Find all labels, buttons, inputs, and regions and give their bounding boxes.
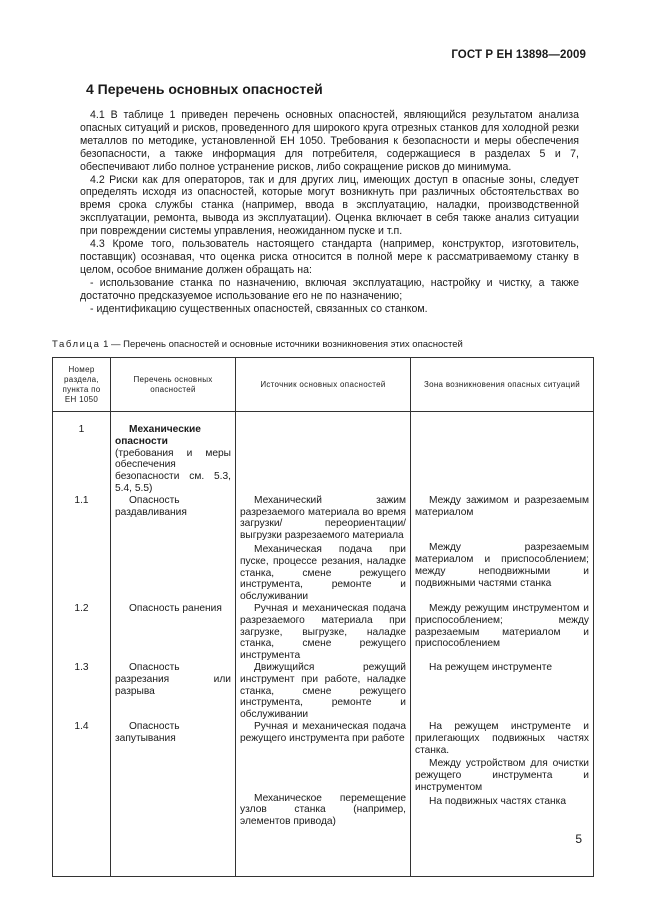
row-number: 1.3 — [53, 662, 111, 721]
zone-cell — [411, 721, 594, 828]
row-number: 1.4 — [53, 721, 111, 828]
source-cell — [236, 603, 411, 662]
row-number: 1 — [53, 424, 111, 495]
zone-text: На режущем инструменте и прилегающих подвижных частях станка. — [415, 720, 589, 756]
standard-code: ГОСТ Р ЕН 13898—2009 — [451, 49, 586, 61]
source-text: Движущийся режущий инструмент при работе, наладке станка, смене режущего инструмента, ремонте и обслуживании — [240, 661, 406, 721]
bullet-item-usage: - использование станка по назначению, включая эксплуатацию, настройку и чистку, а также достаточно предсказуемое использование его не по назначению; — [80, 276, 579, 302]
body-text — [80, 109, 579, 316]
zone-text: На режущем инструменте — [429, 661, 552, 673]
table-spacer-row — [53, 412, 594, 425]
source-text: Механическое перемещение узлов станка (например, элементов привода) — [240, 792, 406, 828]
header-hazard-source: Источник основных опасностей — [236, 358, 411, 412]
table-caption — [52, 339, 463, 350]
source-cell — [236, 662, 411, 721]
table-row — [53, 495, 594, 603]
hazard-cell — [111, 662, 236, 721]
header-section-number: Номер раздела, пункта по ЕН 1050 — [53, 358, 111, 412]
hazard-name: Опасность разрезания или разрыва — [115, 661, 231, 697]
table-caption-text: 1 — Перечень опасностей и основные источники возникновения этих опасностей — [100, 339, 463, 350]
zone-text: Между разрезаемым материалом и приспособлением; между неподвижными и подвижными частями станка — [415, 542, 589, 589]
paragraph-4-1: 4.1 В таблице 1 приведен перечень основных опасностей, являющийся результатом анализа опасных ситуаций и рисков, проведенного для широкого круга отрезных станков для холодной резки металлов по методике, установленной ЕН 1050. Требования к безопасности и меры обеспечения безопасности, а также информация для потребителя, содержащиеся в разделах 5 и 7, обеспечивают либо полное устранение рисков, либо сокращение рисков до минимума. — [80, 109, 579, 173]
table-caption-label: Таблица — [52, 339, 101, 350]
hazard-cell — [111, 603, 236, 662]
zone-text: Между режущим инструментом и приспособлением; между разрезаемым материалом и приспособлением — [415, 602, 589, 650]
source-text: Ручная и механическая подача разрезаемого материала при загрузке, выгрузке, наладке станка, смене режущего инструмента — [240, 602, 406, 662]
table-row — [53, 603, 594, 662]
page-number: 5 — [575, 832, 582, 846]
hazard-name: Опасность запутывания — [115, 720, 180, 744]
source-cell — [236, 721, 411, 828]
hazard-name: Опасность ранения — [129, 602, 222, 614]
header-hazard-zone: Зона возникновения опасных ситуаций — [411, 358, 594, 412]
source-text: Механический зажим разрезаемого материала во время загрузки/ переориентации/ выгрузки разрезаемого материала — [240, 494, 406, 542]
zone-text: На подвижных частях станка — [429, 795, 567, 807]
zone-cell — [411, 603, 594, 662]
table-tail-row — [53, 828, 594, 877]
hazard-cell — [111, 721, 236, 828]
header-hazard-list: Перечень основных опасностей — [111, 358, 236, 412]
hazard-name: Опасность раздавливания — [115, 494, 187, 518]
table-header-row — [53, 358, 594, 412]
source-cell — [236, 495, 411, 603]
table-row — [53, 662, 594, 721]
hazard-cell — [111, 424, 236, 495]
hazards-table — [52, 357, 594, 877]
bullet-item-identification: - идентификацию существенных опасностей, связанных со станком. — [90, 302, 428, 315]
source-text: Механическая подача при пуске, процессе резания, наладке станка, смене режущего инструмента, ремонте и обслуживании — [240, 543, 406, 603]
source-text: Ручная и механическая подача режущего инструмента при работе — [240, 720, 406, 744]
zone-text: Между зажимом и разрезаемым материалом — [415, 494, 589, 518]
paragraph-4-3: 4.3 Кроме того, пользователь настоящего стандарта (например, конструктор, изготовитель, поставщик) осознавая, что оценка риска относится в полной мере к рассматриваемому станку в целом, особое внимание должен обращать на: — [80, 238, 579, 276]
hazard-title: Механические опасности — [115, 424, 201, 447]
paragraph-4-2: 4.2 Риски как для операторов, так и для других лиц, имеющих доступ в опасные зоны, следует определять исходя из опасностей, которые могут возникнуть при различных обстоятельствах во время срока службы станка (например, ввода в эксплуатацию, наладки, производственной эксплуатации, ремонта, вывода из эксплуатации). Оценка включает в себя также анализ ситуации при повреждении системы управления, неожиданном пуске и т.п. — [80, 173, 579, 238]
hazard-cell — [111, 495, 236, 603]
table-row — [53, 721, 594, 828]
source-cell — [236, 424, 411, 495]
section-title: 4 Перечень основных опасностей — [86, 81, 323, 97]
zone-text: Между устройством для очистки режущего инструмента и инструментом — [415, 758, 589, 793]
zone-cell — [411, 495, 594, 603]
zone-cell — [411, 662, 594, 721]
row-number: 1.2 — [53, 603, 111, 662]
row-number: 1.1 — [53, 495, 111, 603]
hazard-note: (требования и меры обеспечения безопасности см. 5.3, 5.4, 5.5) — [115, 447, 231, 494]
table-row — [53, 424, 594, 495]
zone-cell — [411, 424, 594, 495]
